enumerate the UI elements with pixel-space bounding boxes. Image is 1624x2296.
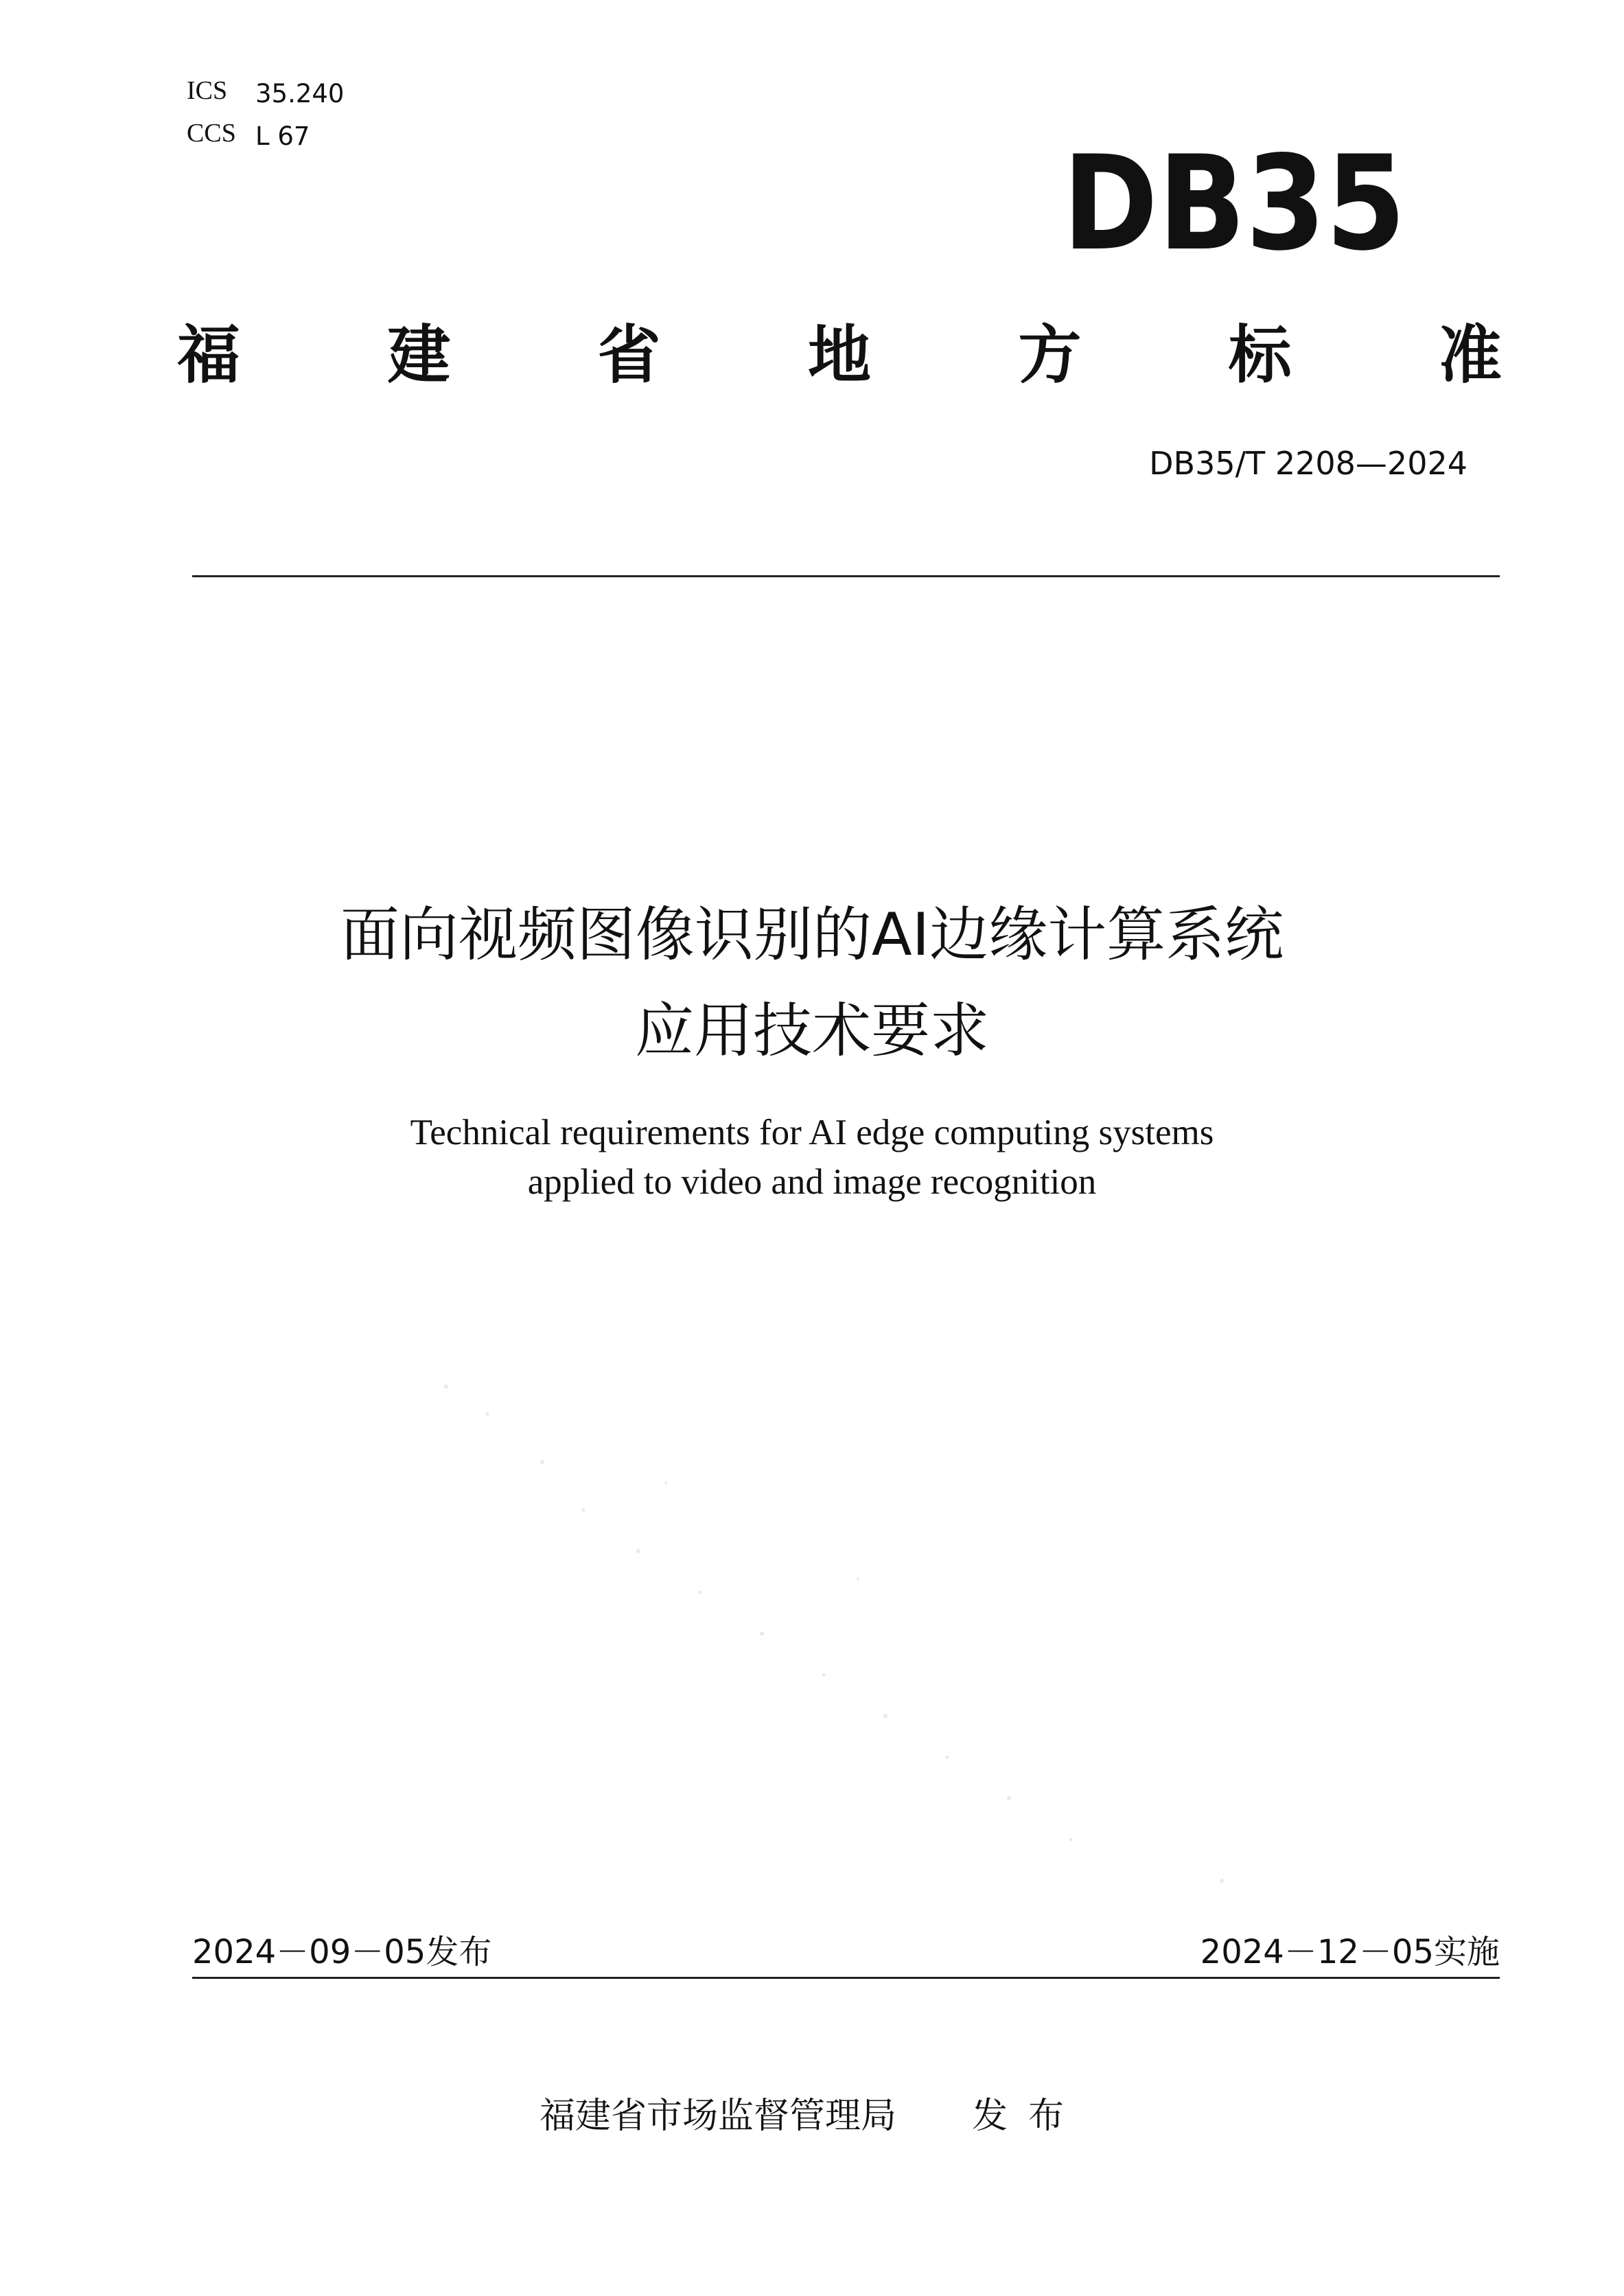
bottom-divider [192, 1977, 1500, 1979]
issue-date: 2024－09－05发布 [192, 1933, 492, 1971]
ics-value: 35.240 [255, 79, 345, 108]
ics-label: ICS [187, 76, 228, 105]
category-char: 方 [1018, 318, 1082, 392]
category-char: 福 [177, 318, 241, 392]
category-char: 建 [387, 318, 451, 392]
title-en-line2: applied to video and image recognition [527, 1162, 1097, 1202]
implementation-date: 2024－12－05实施 [1200, 1933, 1500, 1971]
category-char: 准 [1438, 318, 1502, 392]
scan-speckles [378, 1373, 1338, 1922]
title-cn-line2: 应用技术要求 [635, 997, 989, 1065]
top-divider [192, 575, 1500, 577]
standard-number: DB35/T 2208—2024 [1149, 445, 1468, 482]
db35-logo-text: DB35 [1063, 128, 1406, 279]
category-char: 标 [1228, 318, 1292, 392]
db35-logo [1063, 128, 1406, 279]
ccs-value: L 67 [255, 121, 310, 151]
publisher-line [0, 2087, 1624, 2138]
category-char: 省 [597, 318, 661, 392]
title-en-line1: Technical requirements for AI edge computing systems [410, 1113, 1214, 1152]
ccs-label: CCS [187, 119, 236, 148]
publisher-name: 福建省市场监督管理局 [539, 2096, 896, 2137]
standard-category-title [177, 308, 1502, 404]
category-char: 地 [807, 318, 871, 392]
title-cn-line1: 面向视频图像识别的AI边缘计算系统 [340, 901, 1284, 969]
publisher-action: 发布 [972, 2096, 1085, 2137]
